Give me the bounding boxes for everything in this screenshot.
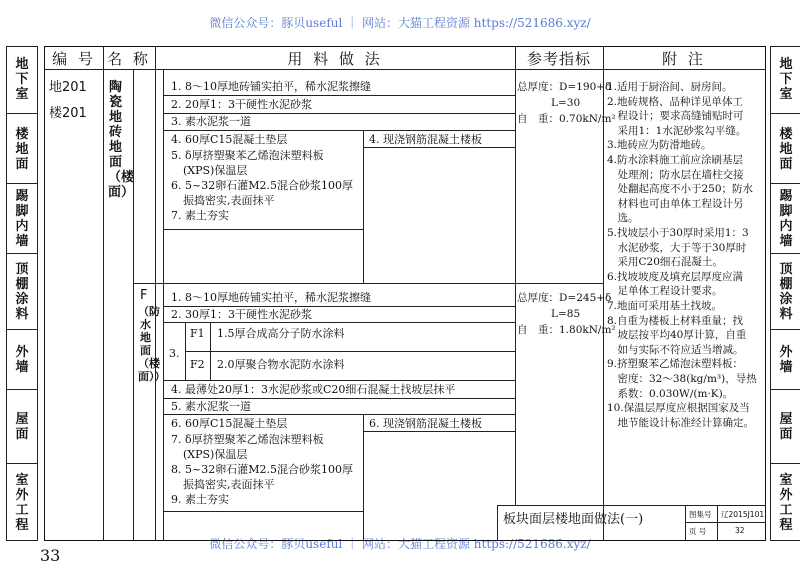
note-line: 2.地砖规格、品种详见单体工 — [607, 95, 744, 108]
f-ref-l: L=85 — [551, 308, 581, 320]
watermark-bottom: 微信公众号：豚贝useful ｜ 网站：大猫工程资源 https://521686.xyz/ — [209, 537, 591, 551]
header-name: 名 称 — [107, 49, 151, 68]
note-line: 处理剂；防水层在墙柱交接 — [607, 168, 744, 181]
right-tab-roof[interactable]: 屋面 — [771, 389, 800, 464]
f-layer-7: 7. δ厚挤塑聚苯乙烯泡沫塑料板 — [171, 433, 324, 446]
header-divider — [45, 69, 765, 70]
note-line: 10.保温层厚度应根据国家及当 — [607, 402, 750, 415]
sub-category-code: F — [140, 288, 148, 303]
note-line: 采用1：1水泥砂浆勾平缝。 — [607, 124, 747, 137]
top-layer-1: 1. 8～10厚地砖铺实拍平，稀水泥浆擦缝 — [171, 80, 371, 93]
header-notes: 附 注 — [662, 49, 706, 68]
left-tab-outdoor[interactable]: 室外工程 — [7, 463, 37, 541]
f-layer-8: 8. 5~32卵石灌M2.5混合砂浆100厚 — [171, 463, 353, 476]
f-layer-7b: (XPS)保温层 — [183, 448, 248, 461]
right-tab-basement[interactable]: 地下室 — [779, 56, 793, 102]
note-line: 程设计；要求高缝铺贴时可 — [607, 110, 744, 123]
sub-category-name: （防水地面（楼面）） — [138, 305, 166, 383]
note-line: 9.挤塑聚苯乙烯泡沫塑料板： — [607, 358, 744, 371]
left-tab-basement[interactable]: 地下室 — [15, 56, 29, 102]
f-layer-5: 5. 素水泥浆一道 — [171, 400, 251, 413]
category-name: 陶瓷地砖地面（楼面） — [108, 80, 135, 200]
right-tab-floor[interactable]: 楼地面 — [771, 113, 800, 184]
note-line: 密度：32～38(kg/m³)，导热 — [607, 373, 757, 385]
code-floor: 楼201 — [49, 106, 87, 121]
top-layer-2: 2. 20厚1：3干硬性水泥砂浆 — [171, 98, 312, 111]
note-line: 如与实际不符应适当增减。 — [607, 343, 744, 356]
note-line: 采用C20细石混凝土。 — [607, 256, 723, 269]
page-value: 32 — [735, 526, 745, 535]
note-line: 足单体工程设计要求。 — [607, 285, 723, 298]
note-line: 7.地面可采用基土找坡。 — [607, 300, 723, 312]
f-layer-1: 1. 8～10厚地砖铺实拍平，稀水泥浆擦缝 — [171, 291, 371, 304]
f-layer-8b: 振捣密实,表面抹平 — [183, 478, 275, 491]
left-tab-exterior-wall[interactable]: 外墙 — [7, 329, 37, 390]
f-layer-4: 4. 最薄处20厚1：3水泥砂浆或C20细石混凝土找坡层抹平 — [171, 383, 456, 396]
note-line: 8.自重为楼板上材料重量；找 — [607, 314, 744, 327]
note-line: 4.防水涂料施工前应涂刷基层 — [607, 154, 744, 166]
note-line: 材料也可由单体工程设计另 — [607, 197, 744, 210]
right-tab-exterior-wall[interactable]: 外墙 — [771, 329, 800, 390]
note-line: 地节能设计标准经计算确定。 — [607, 416, 754, 429]
page-label: 页 号 — [689, 527, 707, 536]
f2-label: F2 — [190, 358, 205, 371]
top-ref-l: L=30 — [551, 97, 581, 109]
right-tab-outdoor[interactable]: 室外工程 — [771, 463, 800, 541]
atlas-label: 图集号 — [689, 510, 712, 519]
f-ref-weight: 自 重：1.80kN/m² — [517, 324, 616, 336]
top-floor-slab: 4. 现浇钢筋混凝土楼板 — [369, 133, 482, 146]
top-layer-4: 4. 60厚C15混凝土垫层 — [171, 133, 288, 146]
f-ref-thickness: 总厚度：D=245+δ — [517, 292, 612, 304]
right-tab-skirting[interactable]: 踢脚内墙 — [771, 183, 800, 254]
f-layer-2: 2. 30厚1：3干硬性水泥砂浆 — [171, 308, 312, 321]
note-line: 3.地砖应为防滑地砖。 — [607, 139, 712, 152]
right-tab-strip — [770, 46, 800, 541]
page-number: 33 — [40, 546, 61, 565]
f-layer-3: 3. — [169, 347, 180, 360]
note-line: 水泥砂浆，大于等于30厚时 — [607, 241, 747, 254]
left-tab-roof[interactable]: 屋面 — [7, 389, 37, 464]
drawing-title: 板块面层楼地面做法(一) — [503, 512, 644, 527]
top-ref-thickness: 总厚度：D=190+δ — [517, 81, 612, 93]
header-reference: 参考指标 — [526, 49, 591, 68]
code-ground: 地201 — [49, 80, 87, 95]
f1-text: 1.5厚合成高分子防水涂料 — [217, 327, 345, 340]
top-ref-weight: 自 重：0.70kN/m² — [517, 113, 616, 125]
f-floor-slab: 6. 现浇钢筋混凝土楼板 — [369, 417, 482, 430]
f2-text: 2.0厚聚合物水泥防水涂料 — [217, 358, 345, 371]
f-layer-6: 6. 60厚C15混凝土垫层 — [171, 417, 288, 430]
left-tab-skirting[interactable]: 踢脚内墙 — [7, 183, 37, 254]
top-layer-5: 5. δ厚挤塑聚苯乙烯泡沫塑料板 — [171, 149, 324, 162]
floor-method-table — [44, 46, 766, 541]
header-method: 用 料 做 法 — [287, 49, 383, 68]
header-code: 编 号 — [52, 49, 96, 68]
top-layer-6: 6. 5~32卵石灌M2.5混合砂浆100厚 — [171, 179, 353, 192]
f1-label: F1 — [190, 327, 205, 340]
right-tab-ceiling[interactable]: 顶棚涂料 — [771, 253, 800, 330]
top-layer-7: 7. 素土夯实 — [171, 209, 229, 222]
left-tab-strip — [6, 46, 38, 541]
top-layer-5b: (XPS)保温层 — [183, 164, 248, 177]
note-line: 5.找坡层小于30厚时采用1：3 — [607, 227, 749, 239]
note-line: 系数：0.030W/(m·K)。 — [607, 387, 734, 400]
left-tab-floor[interactable]: 楼地面 — [7, 113, 37, 184]
f-layer-9: 9. 素土夯实 — [171, 493, 229, 506]
note-line: 坡层按平均40厚计算，自重 — [607, 329, 747, 342]
note-line: 选。 — [607, 212, 639, 225]
left-tab-ceiling[interactable]: 顶棚涂料 — [7, 253, 37, 330]
note-line: 6.找坡坡度及填充层厚度应满 — [607, 270, 744, 283]
top-layer-6b: 振捣密实,表面抹平 — [183, 194, 275, 207]
watermark-top: 微信公众号：豚贝useful ｜ 网站：大猫工程资源 https://521686.xyz/ — [209, 16, 591, 30]
top-layer-3: 3. 素水泥浆一道 — [171, 115, 251, 128]
note-line: 处翻起高度不小于250；防水 — [607, 183, 754, 196]
note-line: 1.适用于厨浴间、厨房间。 — [607, 81, 733, 93]
atlas-value: 辽2015J101 — [721, 510, 765, 519]
